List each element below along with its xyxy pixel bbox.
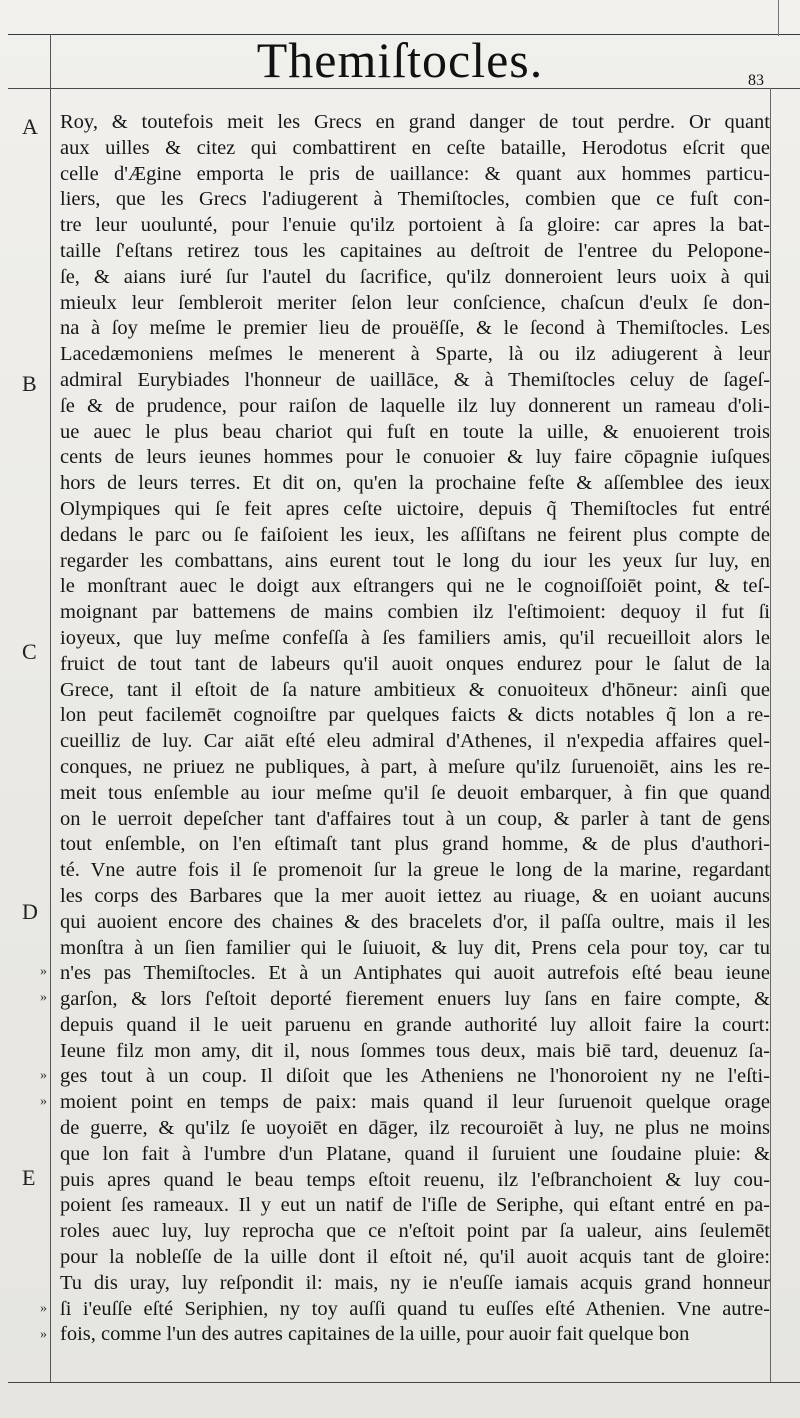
margin-letter-d: D — [22, 899, 38, 924]
margin-letter-e: E — [22, 1165, 36, 1190]
text-line: depuis quand il le ueit paruenu en grande authorité luy alloit faire la court: — [60, 1013, 770, 1036]
quote-mark: » — [40, 1094, 47, 1109]
text-line: Olympiques qui ſe feit apres ceſte uictoire, depuis q̃ Themiſtocles fut entré — [60, 497, 770, 520]
text-line: moignant par battemens de mains combien ilz l'eſtimoient: dequoy il fut ſi — [60, 601, 770, 624]
text-line: tre leur uoulunté, pour l'enuie qu'ilz portoient à ſa gloire: car apres la bat- — [60, 214, 770, 237]
text-line: lon peut facilemēt cognoiſtre par quelques faicts & dicts notables q̃ lon a re- — [60, 704, 770, 727]
quote-mark: » — [40, 1068, 47, 1083]
text-line: na à ſoy meſme le premier lieu de prouëſſe, & le ſecond à Themiſtocles. Les — [60, 317, 770, 340]
quote-mark: » — [40, 990, 47, 1005]
text-line: ioyeux, que luy meſme confeſſa à ſes familiers amis, qu'il recueilloit alors le — [60, 626, 770, 649]
text-line: celle d'Ægine emporta le pris de uaillance: & quant aux hommes particu- — [60, 162, 770, 185]
page-number: 83 — [748, 72, 764, 89]
text-line: aux uilles & citez qui combattirent en ceſte bataille, Herodotus eſcrit que — [60, 136, 770, 159]
text-line: roles auec luy, luy reprocha que ce n'eſtoit point par ſa ualeur, ains ſeulemēt — [60, 1220, 770, 1243]
text-line: mieulx leur ſembleroit meriter ſelon leur conſcience, chaſcun d'eulx ſe don- — [60, 291, 770, 314]
text-line: Roy, & toutefois meit les Grecs en grand danger de tout perdre. Or quant — [60, 111, 770, 133]
quote-mark: » — [40, 1327, 47, 1342]
text-line: puis apres quand le beau temps eſtoit reuenu, ilz l'eſbranchoient & luy cou- — [60, 1168, 770, 1191]
text-line: taille ſ'eſtans retirez tous les capitaines au deſtroit de l'entree du Pelopone- — [60, 239, 770, 262]
text-line: pour la nobleſſe de la uille dont il eſtoit né, qu'il auoit acquis tant de gloire: — [60, 1246, 770, 1269]
text-line: de guerre, & qu'ilz ſe uoyoiēt en dāger, ilz recouroiēt à luy, ne plus ne moins — [60, 1117, 770, 1140]
text-line: ſe, & aians iuré ſur l'autel du ſacrifice, qu'ilz donneroient leurs uoix à qui — [60, 265, 770, 288]
margin-letter-a: A — [22, 114, 38, 139]
text-line: le monſtrant auec le doigt aux eſtrangers qui ne le cognoiſſoiēt point, & teſ- — [60, 575, 770, 598]
text-line: fois, comme l'un des autres capitaines de la uille, pour auoir fait quelque bon — [60, 1323, 690, 1346]
text-line: monſtra à un ſien familier qui le ſuiuoit, & luy dit, Prens cela pour toy, car tu — [60, 936, 770, 959]
margin-letter-c: C — [22, 639, 37, 664]
text-line: Grece, tant il eſtoit de ſa nature ambitieux & conuoiteux d'hōneur: ainſi que — [60, 678, 770, 701]
left-margin-rule — [50, 34, 51, 1382]
text-line: Ieune filz mon amy, dit il, nous ſommes tous deux, mais biē tard, deuenuz ſa- — [60, 1039, 770, 1062]
text-line: ſi i'euſſe eſté Seriphien, ny toy auſſi quand tu euſſes eſté Athenien. Vne autre- — [60, 1297, 770, 1320]
body-text — [60, 110, 770, 1348]
text-line: ue auec le plus beau chariot qui fuſt en toute la uille, & enuoierent trois — [60, 420, 770, 443]
quote-mark: » — [40, 964, 47, 979]
running-title: Themiſtocles. — [256, 32, 544, 88]
text-line: Lacedæmoniens meſmes le menerent à Sparte, là ou ilz adiugerent à leur — [60, 343, 770, 366]
margin-letter-b: B — [22, 371, 37, 396]
text-line: tout enſemble, on l'en eſtimaſt tant plus grand homme, & de plus d'authori- — [60, 833, 770, 856]
quote-mark: » — [40, 1301, 47, 1316]
text-line: cents de leurs ieunes hommes pour le conuoier & luy faire cōpagnie iuſques — [60, 446, 770, 469]
text-line: que lon fait à l'umbre d'un Platane, quand il ſuruient une ſoudaine pluie: & — [60, 1142, 770, 1165]
right-margin-rule — [770, 88, 771, 1382]
text-line: meit tous enſemble au iour meſme qu'il ſe deuoit embarquer, à fin que quand — [60, 781, 770, 804]
text-line: garſon, & lors ſ'eſtoit deporté fierement enuers luy ſans en faire compte, & — [60, 988, 770, 1011]
text-line: hors de leurs terres. Et dit on, qu'en la prochaine feſte & aſſemblee des ieux — [60, 472, 770, 495]
text-line: qui auoient encore des chaines & des bracelets d'or, il paſſa oultre, mais il les — [60, 910, 770, 933]
text-line: ſe & de prudence, pour raiſon de laquelle ilz luy donnerent un rameau d'oli- — [60, 394, 770, 417]
text-line: ges tout à un coup. Il diſoit que les Atheniens ne l'honoroient ny ne l'eſti- — [60, 1065, 770, 1088]
text-line: admiral Eurybiades l'honneur de uaillāce, & à Themiſtocles celuy de ſageſ- — [60, 368, 770, 391]
text-line: n'es pas Themiſtocles. Et à un Antiphates qui auoit autrefois eſté beau ieune — [60, 962, 770, 985]
text-line: té. Vne autre fois il ſe promenoit ſur la greue le long de la marine, regardant — [60, 859, 770, 882]
text-line: Tu dis uray, luy reſpondit il: mais, ny ie n'euſſe iamais acquis grand honneur — [60, 1271, 770, 1294]
text-line: fruict de tout tant de labeurs qu'il auoit onques endurez pour le ſalut de la — [60, 652, 770, 675]
text-line: conques, ne priuez ne publiques, à part, à meſure qu'ilz ſuruenoiēt, ains les re- — [60, 755, 770, 778]
bottom-rule — [8, 1382, 800, 1383]
text-line: moient point en temps de paix: mais quand il leur ſuruenoit quelque orage — [60, 1091, 770, 1114]
text-line: cueilliz de luy. Car aiāt eſté eleu admiral d'Athenes, il n'expedia affaires quel- — [60, 730, 770, 753]
text-line: dedans le parc ou ſe faiſoient les ieux, les aſſiſtans ne feirent plus compte de — [60, 523, 770, 546]
text-line: regarder les combattans, ains eurent tout le long du iour les yeux ſur luy, en — [60, 549, 770, 572]
text-line: poient ſes rameaux. Il y eut un natif de l'iſle de Seriphe, qui eſtant entré en pa- — [60, 1194, 770, 1217]
text-line: les corps des Barbares que la mer auoit iettez au riuage, & en uoiant aucuns — [60, 884, 770, 907]
text-line: on le uerroit depeſcher tant d'affaires tout à un coup, & parler à tant de gens — [60, 807, 770, 830]
text-line: liers, que les Grecs l'adiugerent à Themiſtocles, combien que ce fuſt con- — [60, 188, 770, 211]
